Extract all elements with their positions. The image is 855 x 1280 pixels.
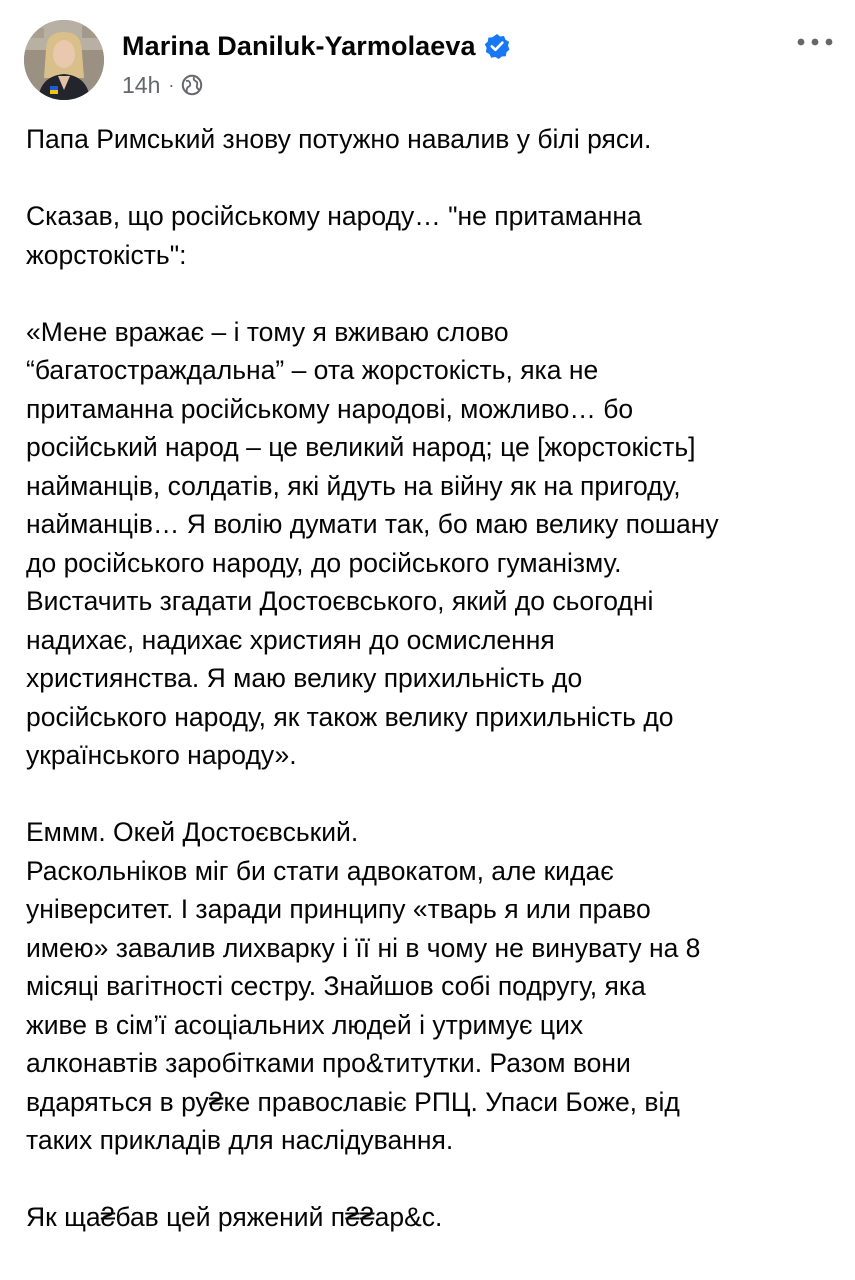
more-horizontal-icon: [797, 38, 833, 46]
post-paragraph-2: Сказав, що російському народу… "не притаманна жорстокість":: [26, 201, 642, 270]
post-header: [24, 20, 839, 102]
author-row: [122, 28, 510, 64]
post-paragraph-1: Папа Римський знову потужно навалив у білі ряси.: [26, 124, 652, 154]
post-timestamp[interactable]: 14h: [122, 71, 161, 98]
avatar-photo: [24, 20, 104, 100]
post-paragraph-3: «Мене вражає – і тому я вживаю слово “багатостраждальна” – ота жорстокість, яка не притаманна російському народові, можливо… бо російський народ – це великий народ; це [жорстокість] найманців, солдатів, які йдуть на війну як на пригоду, найманців… Я волію думати так, бо маю велику пошану до російського народу, до російського гуманізму. Вистачить згадати Достоєвського, який до сьогодні надихає, надихає християн до осмислення християнства. Я маю велику прихильність до російського народу, як також велику прихильність до українського народу».: [26, 316, 719, 770]
globe-icon[interactable]: [181, 74, 203, 96]
post-text: [26, 120, 832, 1237]
author-name[interactable]: Marina Daniluk-Yarmolaeva: [122, 30, 476, 61]
post-paragraph-5: Як ща₴бав цей ряжений п₴₴ар&с.: [26, 1202, 443, 1232]
verified-badge-icon: [484, 33, 510, 59]
author-avatar[interactable]: [24, 20, 104, 100]
post-meta: [122, 70, 203, 100]
post-paragraph-4: Еммм. Окей Достоєвський. Раскольніков міг би стати адвокатом, але кидає університет. І заради принципу «тварь я или право имею» завалив лихварку і її ні в чому не винувату на 8 місяці вагітності сестру. Знайшов собі подругу, яка живе в сім’ї асоціальних людей і утримує цих алконавтів заробітками про&титутки. Разом вони вдаряться в ру₴ке православіє РПЦ. Упаси Боже, від таких прикладів для наслідування.: [26, 817, 701, 1155]
meta-separator: ·: [168, 74, 175, 95]
more-options-button[interactable]: [795, 30, 835, 54]
